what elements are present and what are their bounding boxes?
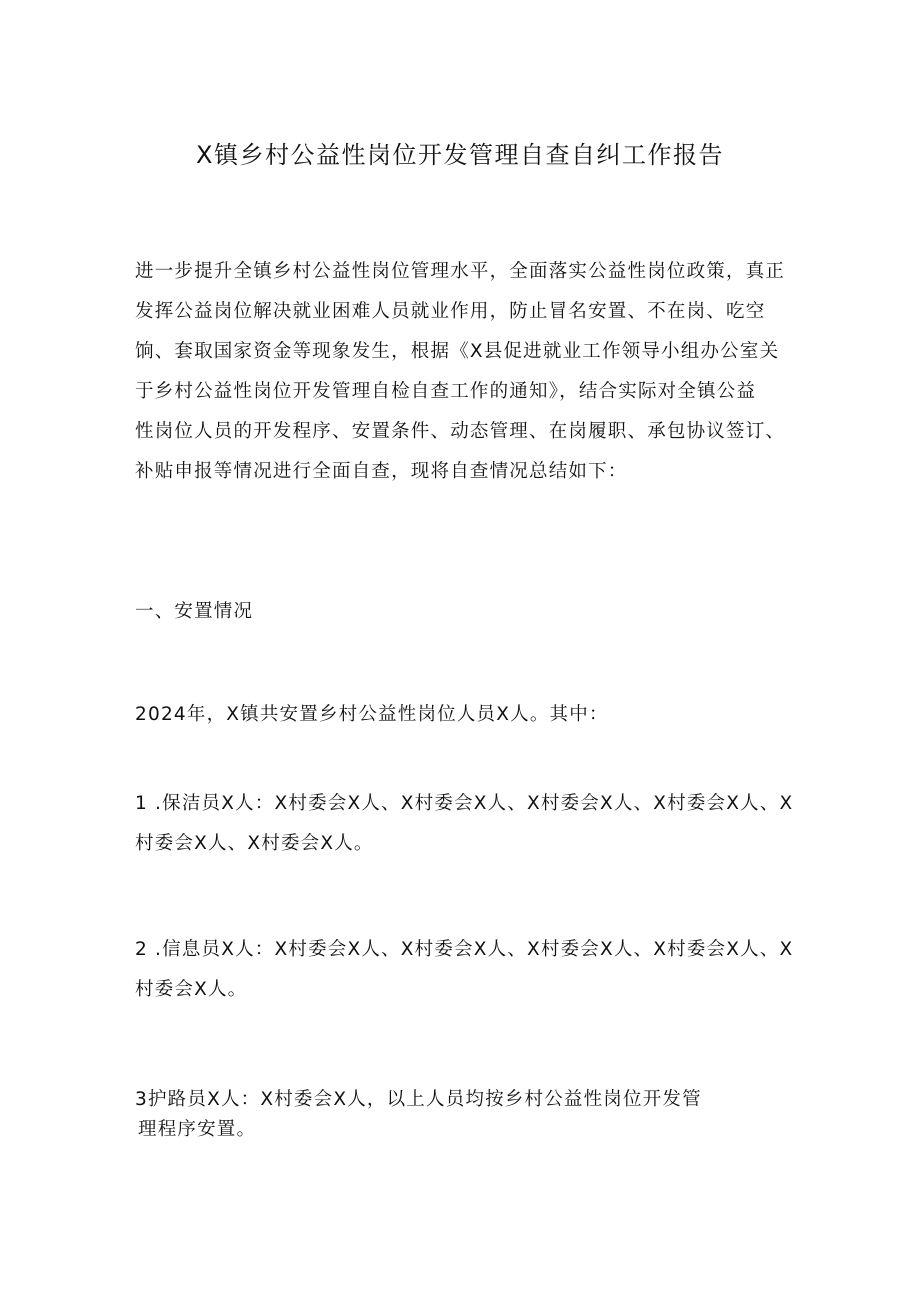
list-item-line: 理程序安置。 xyxy=(138,1119,257,1140)
document-title: X镇乡村公益性岗位开发管理自查自纠工作报告 xyxy=(196,141,724,169)
summary-text: 2024年，X镇共安置乡村公益性岗位人员X人。其中： xyxy=(135,704,609,725)
list-item-line: 1 .保洁员X人：X村委会X人、X村委会X人、X村委会X人、X村委会X人、X xyxy=(135,793,794,814)
list-item-line: 村委会X人。 xyxy=(135,979,248,1000)
section-heading-text: 一、安置情况 xyxy=(135,601,254,622)
list-item-line: 3护路员X人：X村委会X人，以上人员均按乡村公益性岗位开发管 xyxy=(135,1089,702,1110)
list-item-info-officers xyxy=(135,930,794,1010)
intro-paragraph xyxy=(135,252,790,492)
intro-line: 性岗位人员的开发程序、安置条件、动态管理、在岗履职、承包协议签订、 xyxy=(135,421,786,442)
intro-line: 于乡村公益性岗位开发管理自检自查工作的通知》，结合实际对全镇公益 xyxy=(135,381,757,402)
list-item-cleaners xyxy=(135,784,794,864)
summary-paragraph xyxy=(135,695,790,735)
intro-line: 饷、套取国家资金等现象发生，根据《X县促进就业工作领导小组办公室关 xyxy=(135,341,780,362)
list-item-line: 2 .信息员X人：X村委会X人、X村委会X人、X村委会X人、X村委会X人、X xyxy=(135,939,794,960)
section-heading-placement xyxy=(135,592,790,632)
intro-line: 补贴申报等情况进行全面自查，现将自查情况总结如下： xyxy=(135,461,628,482)
list-item-road-keepers xyxy=(135,1085,790,1145)
intro-line: 发挥公益岗位解决就业困难人员就业作用，防止冒名安置、不在岗、吃空 xyxy=(135,301,766,322)
intro-line: 进一步提升全镇乡村公益性岗位管理水平，全面落实公益性岗位政策，真正 xyxy=(135,261,786,282)
list-item-line: 村委会X人、X村委会X人。 xyxy=(135,833,374,854)
